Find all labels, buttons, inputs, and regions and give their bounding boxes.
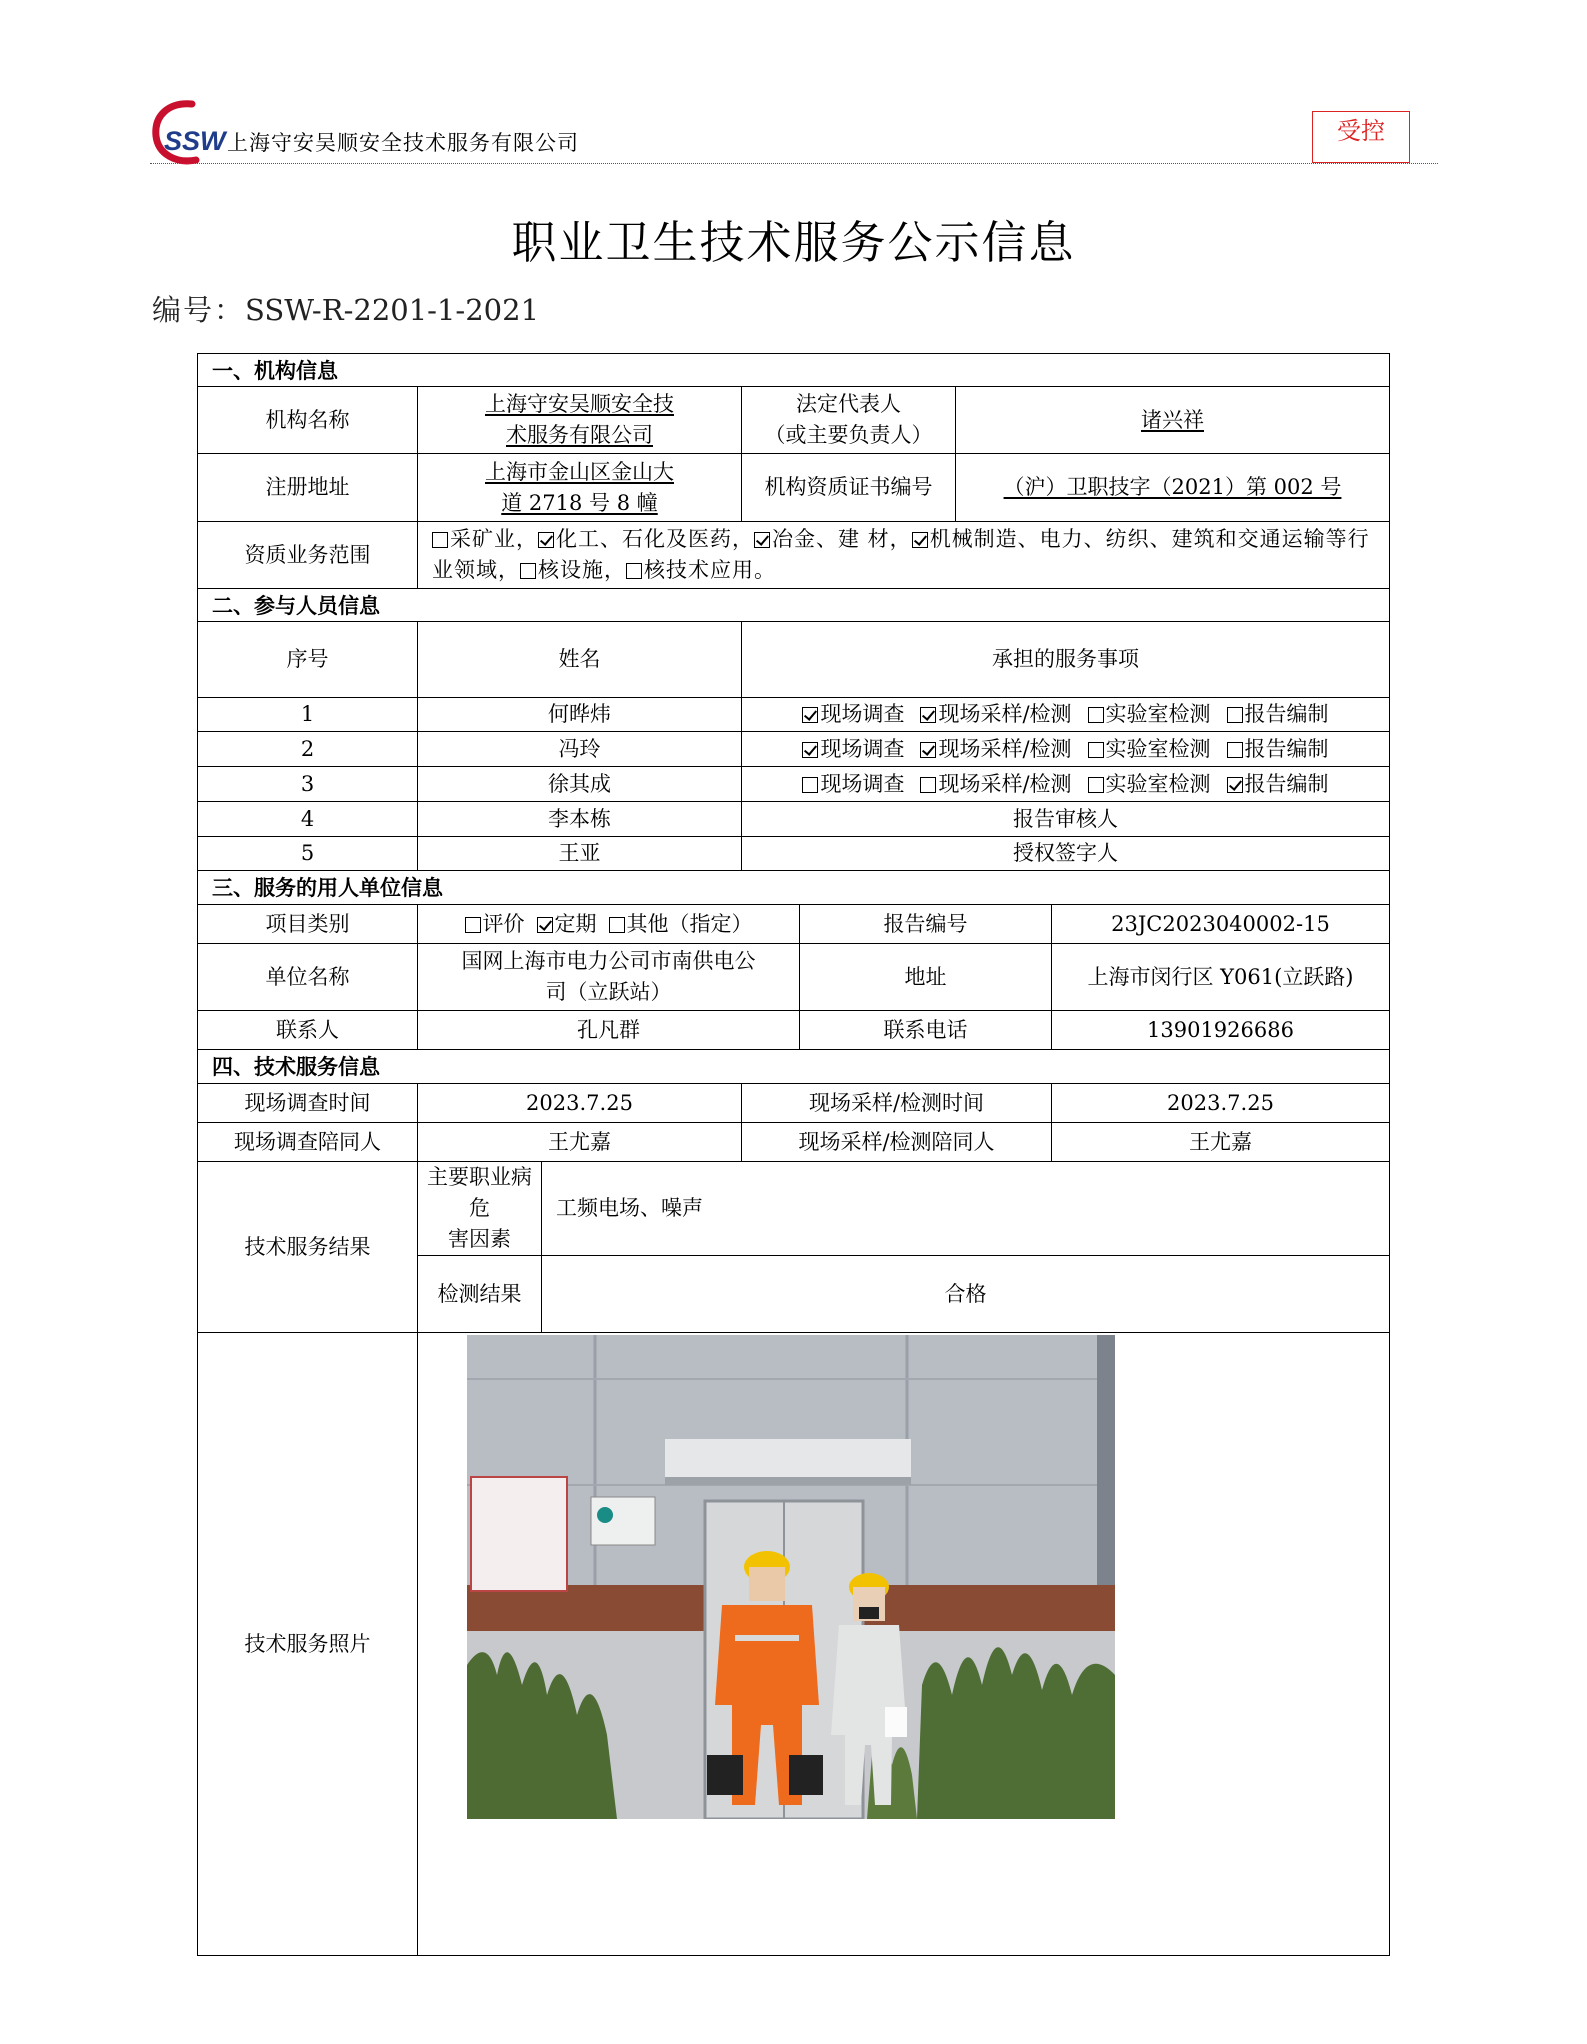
document-title: 职业卫生技术服务公示信息 xyxy=(511,216,1076,269)
staff-services xyxy=(742,698,1390,732)
staff-row xyxy=(198,802,1390,837)
empty-box-icon xyxy=(520,563,536,579)
checked-box-icon xyxy=(920,707,936,723)
phone-label: 联系电话 xyxy=(800,1011,1052,1050)
staff-row xyxy=(198,767,1390,802)
checked-box-icon xyxy=(802,742,818,758)
staff-row xyxy=(198,732,1390,767)
staff-name: 徐其成 xyxy=(418,767,742,802)
legal-rep-label: 法定代表人 （或主要负责人） xyxy=(742,387,956,454)
svg-text:SSW: SSW xyxy=(164,126,226,156)
survey-escort: 王尤嘉 xyxy=(418,1123,742,1162)
report-no-label: 报告编号 xyxy=(800,905,1052,944)
sampling-time-label: 现场采样/检测时间 xyxy=(742,1084,1052,1123)
project-type-option: 其他（指定） xyxy=(609,912,753,936)
test-result-label: 检测结果 xyxy=(418,1256,542,1333)
empty-box-icon xyxy=(920,777,936,793)
cert-number: （沪）卫职技字（2021）第 002 号 xyxy=(956,454,1390,522)
company-logo xyxy=(150,98,228,168)
empty-box-icon xyxy=(609,917,625,933)
scope-option: 化工、石化及医药， xyxy=(538,527,754,551)
service-option: 实验室检测 xyxy=(1088,769,1211,800)
business-scope xyxy=(418,522,1390,589)
staff-col-name: 姓名 xyxy=(418,622,742,698)
survey-time: 2023.7.25 xyxy=(418,1084,742,1123)
company-header-name: 上海守安吴顺安全技术服务有限公司 xyxy=(227,131,579,155)
hazard-label: 主要职业病危 害因素 xyxy=(418,1162,542,1256)
scope-option: 机械制造、电力、纺织、建筑和交通运输等行业领域， xyxy=(432,527,1370,582)
section-employer-heading: 三、服务的用人单位信息 xyxy=(198,871,1390,905)
scope-option: 核技术应用。 xyxy=(626,558,776,582)
staff-no: 1 xyxy=(198,698,418,732)
staff-col-service: 承担的服务事项 xyxy=(742,622,1390,698)
service-option: 现场采样/检测 xyxy=(920,769,1071,800)
empty-box-icon xyxy=(465,917,481,933)
test-result: 合格 xyxy=(542,1256,1390,1333)
staff-no: 3 xyxy=(198,767,418,802)
phone-number: 13901926686 xyxy=(1052,1011,1390,1050)
cert-label: 机构资质证书编号 xyxy=(742,454,956,522)
service-option: 实验室检测 xyxy=(1088,699,1211,730)
section-staff-heading: 二、参与人员信息 xyxy=(198,589,1390,622)
address-label: 注册地址 xyxy=(198,454,418,522)
service-option: 现场调查 xyxy=(802,769,904,800)
service-option: 报告编制 xyxy=(1227,769,1329,800)
contact-name: 孔凡群 xyxy=(418,1011,800,1050)
checked-box-icon xyxy=(1227,777,1243,793)
staff-col-no: 序号 xyxy=(198,622,418,698)
empty-box-icon xyxy=(802,777,818,793)
service-option: 现场调查 xyxy=(802,699,904,730)
service-option: 报告编制 xyxy=(1227,734,1329,765)
service-photo xyxy=(467,1335,1115,1819)
empty-box-icon xyxy=(1088,707,1104,723)
project-type-label: 项目类别 xyxy=(198,905,418,944)
unit-name-label: 单位名称 xyxy=(198,944,418,1011)
staff-row xyxy=(198,837,1390,871)
result-label: 技术服务结果 xyxy=(198,1162,418,1333)
project-type xyxy=(418,905,800,944)
checked-box-icon xyxy=(920,742,936,758)
staff-services xyxy=(742,767,1390,802)
staff-name: 李本栋 xyxy=(418,802,742,837)
survey-escort-label: 现场调查陪同人 xyxy=(198,1123,418,1162)
service-option: 现场采样/检测 xyxy=(920,734,1071,765)
staff-role: 报告审核人 xyxy=(742,802,1390,837)
hazard-factors: 工频电场、噪声 xyxy=(542,1162,1390,1256)
document-number-value: SSW-R-2201-1-2021 xyxy=(245,293,540,327)
photo-label: 技术服务照片 xyxy=(198,1333,418,1956)
scope-option: 核设施， xyxy=(520,558,626,582)
empty-box-icon xyxy=(1227,742,1243,758)
empty-box-icon xyxy=(1088,742,1104,758)
empty-box-icon xyxy=(1227,707,1243,723)
project-type-option: 评价 xyxy=(465,912,525,936)
sampling-escort-label: 现场采样/检测陪同人 xyxy=(742,1123,1052,1162)
service-option: 现场调查 xyxy=(802,734,904,765)
report-no: 23JC2023040002-15 xyxy=(1052,905,1390,944)
staff-no: 5 xyxy=(198,837,418,871)
unit-name: 国网上海市电力公司市南供电公 司（立跃站） xyxy=(418,944,800,1011)
service-option: 报告编制 xyxy=(1227,699,1329,730)
empty-box-icon xyxy=(626,563,642,579)
org-name: 上海守安吴顺安全技 术服务有限公司 xyxy=(418,387,742,454)
staff-name: 王亚 xyxy=(418,837,742,871)
staff-name: 冯玲 xyxy=(418,732,742,767)
project-type-option: 定期 xyxy=(537,912,597,936)
staff-no: 2 xyxy=(198,732,418,767)
service-option: 实验室检测 xyxy=(1088,734,1211,765)
staff-role: 授权签字人 xyxy=(742,837,1390,871)
service-option: 现场采样/检测 xyxy=(920,699,1071,730)
unit-address: 上海市闵行区 Y061(立跃路) xyxy=(1052,944,1390,1011)
scope-option: 冶金、建 材， xyxy=(754,527,912,551)
sampling-time: 2023.7.25 xyxy=(1052,1084,1390,1123)
section-service-heading: 四、技术服务信息 xyxy=(198,1050,1390,1084)
document-number xyxy=(152,288,539,329)
legal-rep: 诸兴祥 xyxy=(956,387,1390,454)
checked-box-icon xyxy=(537,917,553,933)
checked-box-icon xyxy=(538,532,554,548)
scope-label: 资质业务范围 xyxy=(198,522,418,589)
staff-services xyxy=(742,732,1390,767)
unit-address-label: 地址 xyxy=(800,944,1052,1011)
checked-box-icon xyxy=(754,532,770,548)
checked-box-icon xyxy=(912,532,928,548)
contact-label: 联系人 xyxy=(198,1011,418,1050)
header-divider xyxy=(150,163,1438,164)
document-number-label: 编号： xyxy=(152,293,246,327)
empty-box-icon xyxy=(432,532,448,548)
staff-no: 4 xyxy=(198,802,418,837)
registered-address: 上海市金山区金山大 道 2718 号 8 幢 xyxy=(418,454,742,522)
scope-option: 采矿业， xyxy=(432,527,538,551)
checked-box-icon xyxy=(802,707,818,723)
controlled-stamp: 受控 xyxy=(1312,111,1410,163)
empty-box-icon xyxy=(1088,777,1104,793)
sampling-escort: 王尤嘉 xyxy=(1052,1123,1390,1162)
org-name-label: 机构名称 xyxy=(198,387,418,454)
staff-row xyxy=(198,698,1390,732)
section-org-heading: 一、机构信息 xyxy=(198,354,1390,387)
staff-name: 何晔炜 xyxy=(418,698,742,732)
survey-time-label: 现场调查时间 xyxy=(198,1084,418,1123)
